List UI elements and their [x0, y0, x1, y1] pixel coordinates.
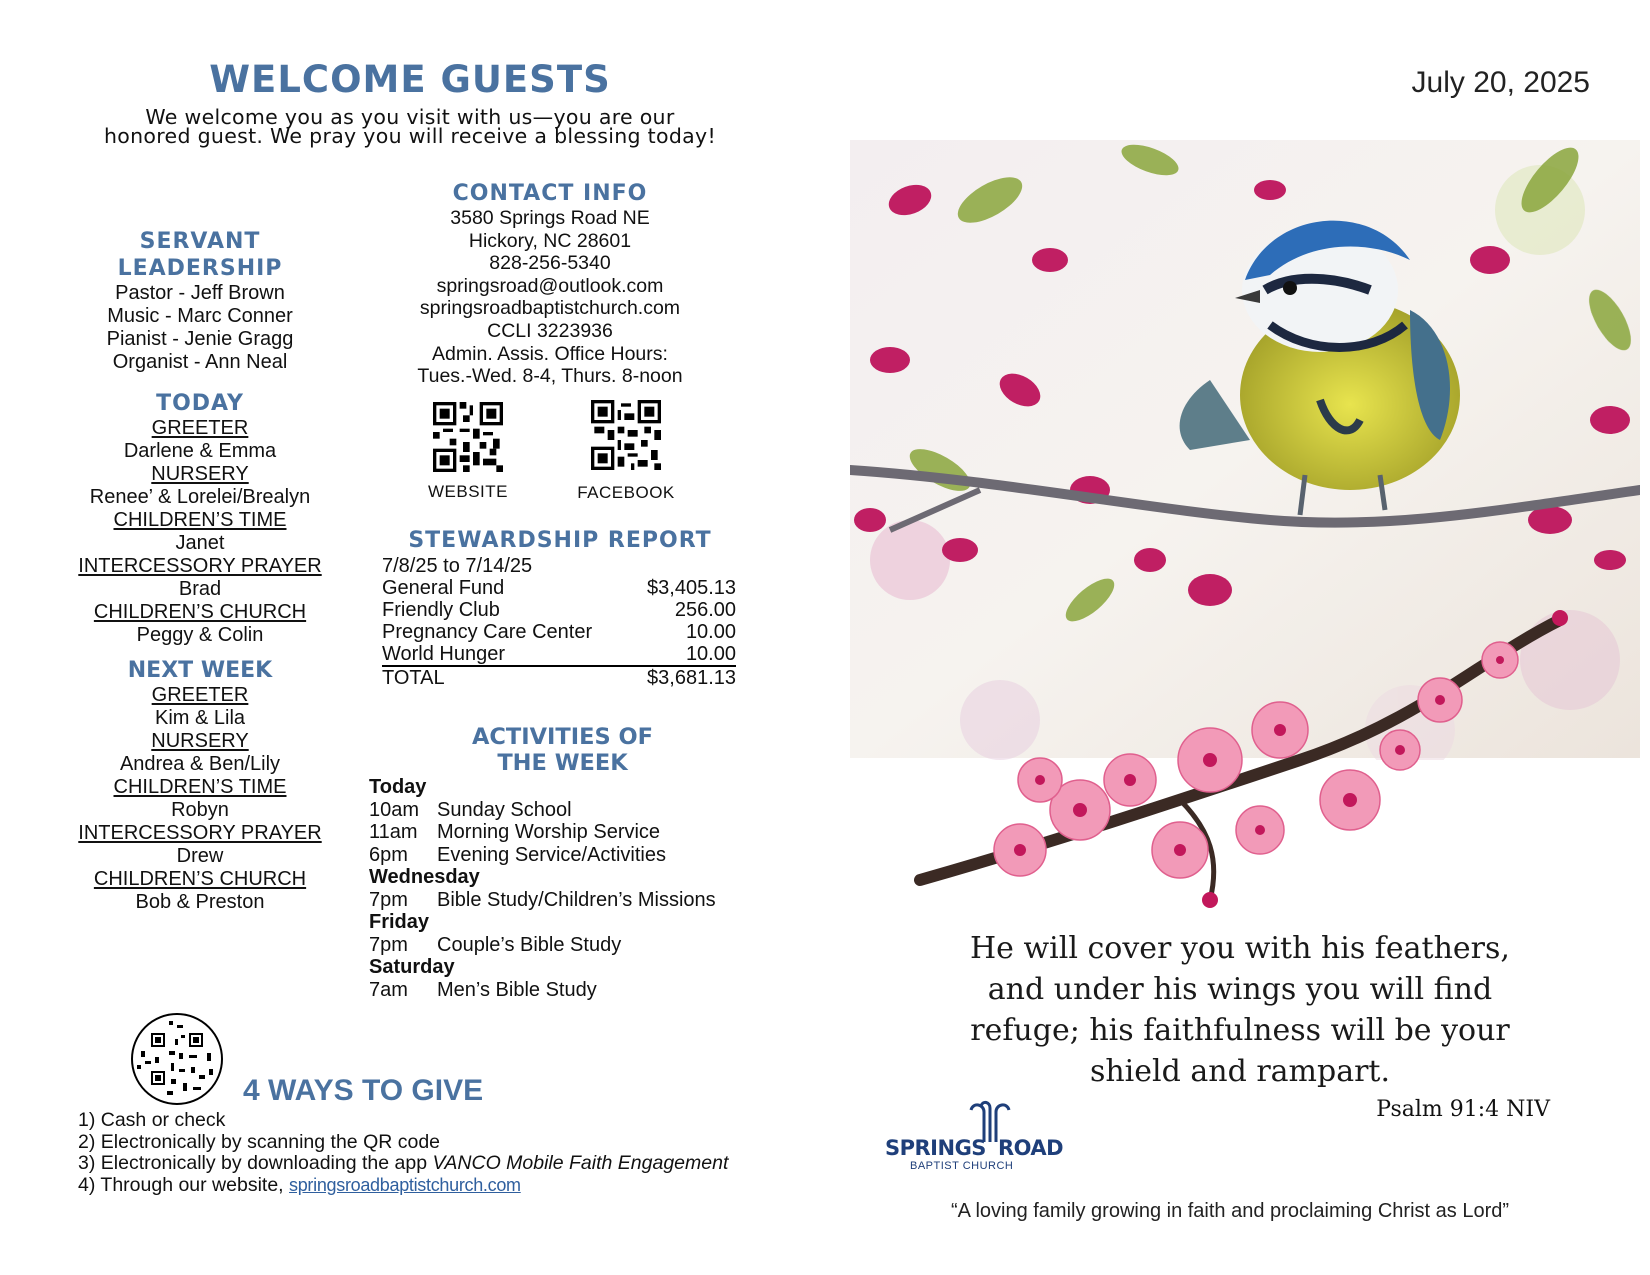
today-greeter: Darlene & Emma	[123, 440, 277, 462]
logo-name-1: SPRINGS	[885, 1136, 986, 1160]
next-childrens-time: Robyn	[171, 799, 229, 821]
verse-line: shield and rampart.	[1089, 1054, 1391, 1089]
stewardship-title: STEWARDSHIP REPORT	[408, 528, 712, 553]
activity-desc: Bible Study/Children’s Missions	[437, 888, 716, 911]
fund-label: World Hunger	[382, 643, 506, 665]
next-greeter-label: GREETER	[151, 684, 249, 706]
activity-time: 11am	[369, 821, 418, 843]
stewardship-total-row	[382, 667, 736, 689]
activity-time: 7pm	[369, 888, 408, 911]
today-childrens-time: Janet	[175, 532, 225, 554]
give-option-4	[78, 1175, 728, 1197]
activity-day: Today	[369, 776, 427, 798]
giving-qr-code[interactable]	[131, 1013, 223, 1105]
give-option-3	[78, 1153, 728, 1175]
activities-title-2: THE WEEK	[497, 750, 628, 776]
contact-city: Hickory, NC 28601	[468, 229, 632, 252]
stewardship-period	[382, 555, 736, 577]
stewardship-row	[382, 643, 736, 667]
church-logo	[885, 1100, 1075, 1172]
church-tagline: “A loving family growing in faith and proclaiming Christ as Lord”	[950, 1200, 1510, 1222]
activity-desc: Evening Service/Activities	[437, 843, 666, 866]
give-title: 4 WAYS TO GIVE	[243, 1074, 484, 1107]
fund-label: Friendly Club	[382, 599, 500, 621]
activity-day: Saturday	[369, 956, 455, 978]
next-prayer: Drew	[176, 845, 224, 867]
next-greeter: Kim & Lila	[154, 707, 246, 729]
next-childrens-time-label: CHILDREN’S TIME	[113, 776, 287, 798]
next-childrens-church-label: CHILDREN’S CHURCH	[93, 868, 307, 890]
verse-line: He will cover you with his feathers,	[970, 931, 1510, 966]
activity-desc: Men’s Bible Study	[437, 978, 597, 1001]
activity-time: 7am	[369, 978, 408, 1001]
today-childrens-church-label: CHILDREN’S CHURCH	[93, 601, 307, 623]
today-prayer-label: INTERCESSORY PRAYER	[78, 555, 322, 577]
bulletin-date: July 20, 2025	[1411, 66, 1590, 99]
verse-line: and under his wings you will find	[987, 972, 1493, 1007]
stewardship-row	[382, 621, 736, 643]
fund-amount: 10.00	[685, 621, 736, 643]
servant-leadership-title-1: SERVANT	[139, 229, 261, 254]
contact-website[interactable]: springsroadbaptistchurch.com	[419, 297, 681, 320]
total-label: TOTAL	[382, 667, 445, 689]
website-qr-label: WEBSITE	[427, 482, 508, 501]
today-section	[60, 390, 340, 647]
contact-phone[interactable]: 828-256-5340	[489, 252, 611, 275]
welcome-line-2: honored guest. We pray you will receive a blessing today!	[104, 124, 716, 148]
leader-organist: Organist - Ann Neal	[112, 351, 288, 373]
contact-email[interactable]: springsroad@outlook.com	[436, 274, 664, 297]
leader-pastor: Pastor - Jeff Brown	[115, 282, 285, 304]
give-option-2: 2) Electronically by scanning the QR code	[78, 1130, 441, 1153]
cherry-blossom-branch	[880, 600, 1580, 920]
logo-subtitle: BAPTIST CHURCH	[910, 1160, 1014, 1172]
activity-time: 6pm	[369, 843, 408, 866]
logo-name-2: ROAD	[997, 1136, 1064, 1160]
welcome-line-1: We welcome you as you visit with us—you are our	[145, 105, 675, 129]
contact-ccli: CCLI 3223936	[487, 319, 613, 342]
contact-office-hours-label: Admin. Assis. Office Hours:	[432, 342, 668, 365]
contact-title: CONTACT INFO	[452, 181, 648, 206]
give-list	[78, 1110, 728, 1196]
activities-list	[369, 776, 749, 1001]
activity-day: Wednesday	[369, 866, 480, 888]
activity-item	[369, 799, 749, 822]
fund-label: General Fund	[382, 577, 505, 599]
activity-time: 7pm	[369, 933, 408, 956]
today-title: TODAY	[156, 391, 244, 416]
contact-info-section	[370, 180, 730, 388]
verse-line: refuge; his faithfulness will be your	[970, 1013, 1510, 1048]
activity-day: Friday	[369, 911, 430, 933]
next-prayer-label: INTERCESSORY PRAYER	[78, 822, 322, 844]
activity-item	[369, 889, 749, 912]
today-prayer: Brad	[178, 578, 222, 600]
giving-website-link[interactable]: springsroadbaptistchurch.com	[289, 1174, 521, 1195]
next-nursery: Andrea & Ben/Lily	[119, 753, 281, 775]
today-childrens-time-label: CHILDREN’S TIME	[113, 509, 287, 531]
verse-reference: Psalm 91:4 NIV	[1376, 1097, 1550, 1122]
scripture-verse	[930, 928, 1550, 1092]
today-greeter-label: GREETER	[151, 417, 249, 439]
servant-leadership-section	[60, 228, 340, 374]
activity-desc: Morning Worship Service	[437, 821, 661, 843]
contact-address: 3580 Springs Road NE	[450, 207, 650, 229]
activity-item	[369, 821, 749, 844]
fund-amount: 10.00	[685, 643, 736, 665]
give-app-name: VANCO Mobile Faith Engagement	[432, 1152, 729, 1174]
fund-label: Pregnancy Care Center	[382, 621, 593, 643]
today-childrens-church: Peggy & Colin	[136, 624, 264, 646]
next-week-title: NEXT WEEK	[127, 658, 273, 683]
activity-desc: Couple’s Bible Study	[437, 933, 622, 956]
next-childrens-church: Bob & Preston	[135, 891, 265, 913]
today-nursery-label: NURSERY	[151, 463, 249, 485]
leader-music: Music - Marc Conner	[107, 305, 293, 327]
give-option-3-text: 3) Electronically by downloading the app	[78, 1152, 433, 1174]
give-option-4-text: 4) Through our website,	[78, 1173, 290, 1196]
servant-leadership-title-2: LEADERSHIP	[117, 256, 283, 281]
welcome-title: WELCOME GUESTS	[209, 58, 611, 101]
activity-time: 10am	[369, 798, 420, 821]
next-week-section	[60, 657, 340, 914]
leader-pianist: Pianist - Jenie Gragg	[106, 328, 294, 350]
website-qr-code[interactable]	[433, 402, 503, 472]
total-amount: $3,681.13	[647, 667, 736, 689]
fund-amount: $3,405.13	[647, 577, 736, 599]
activity-item	[369, 934, 749, 957]
welcome-message	[70, 105, 750, 148]
stewardship-period-text: 7/8/25 to 7/14/25	[382, 555, 533, 577]
activity-desc: Sunday School	[437, 798, 572, 821]
contact-office-hours: Tues.-Wed. 8-4, Thurs. 8-noon	[417, 365, 683, 388]
today-nursery: Renee’ & Lorelei/Brealyn	[89, 486, 311, 508]
activity-item	[369, 979, 749, 1002]
activities-title-1: ACTIVITIES OF	[471, 724, 654, 750]
stewardship-row	[382, 599, 736, 621]
activity-item	[369, 844, 749, 867]
facebook-qr-code[interactable]	[591, 400, 661, 470]
stewardship-table	[382, 555, 736, 689]
stewardship-row	[382, 577, 736, 599]
facebook-qr-label: FACEBOOK	[577, 483, 675, 502]
activities-title	[430, 724, 695, 776]
give-option-1: 1) Cash or check	[78, 1109, 226, 1131]
fund-amount: 256.00	[674, 599, 736, 621]
next-nursery-label: NURSERY	[151, 730, 249, 752]
